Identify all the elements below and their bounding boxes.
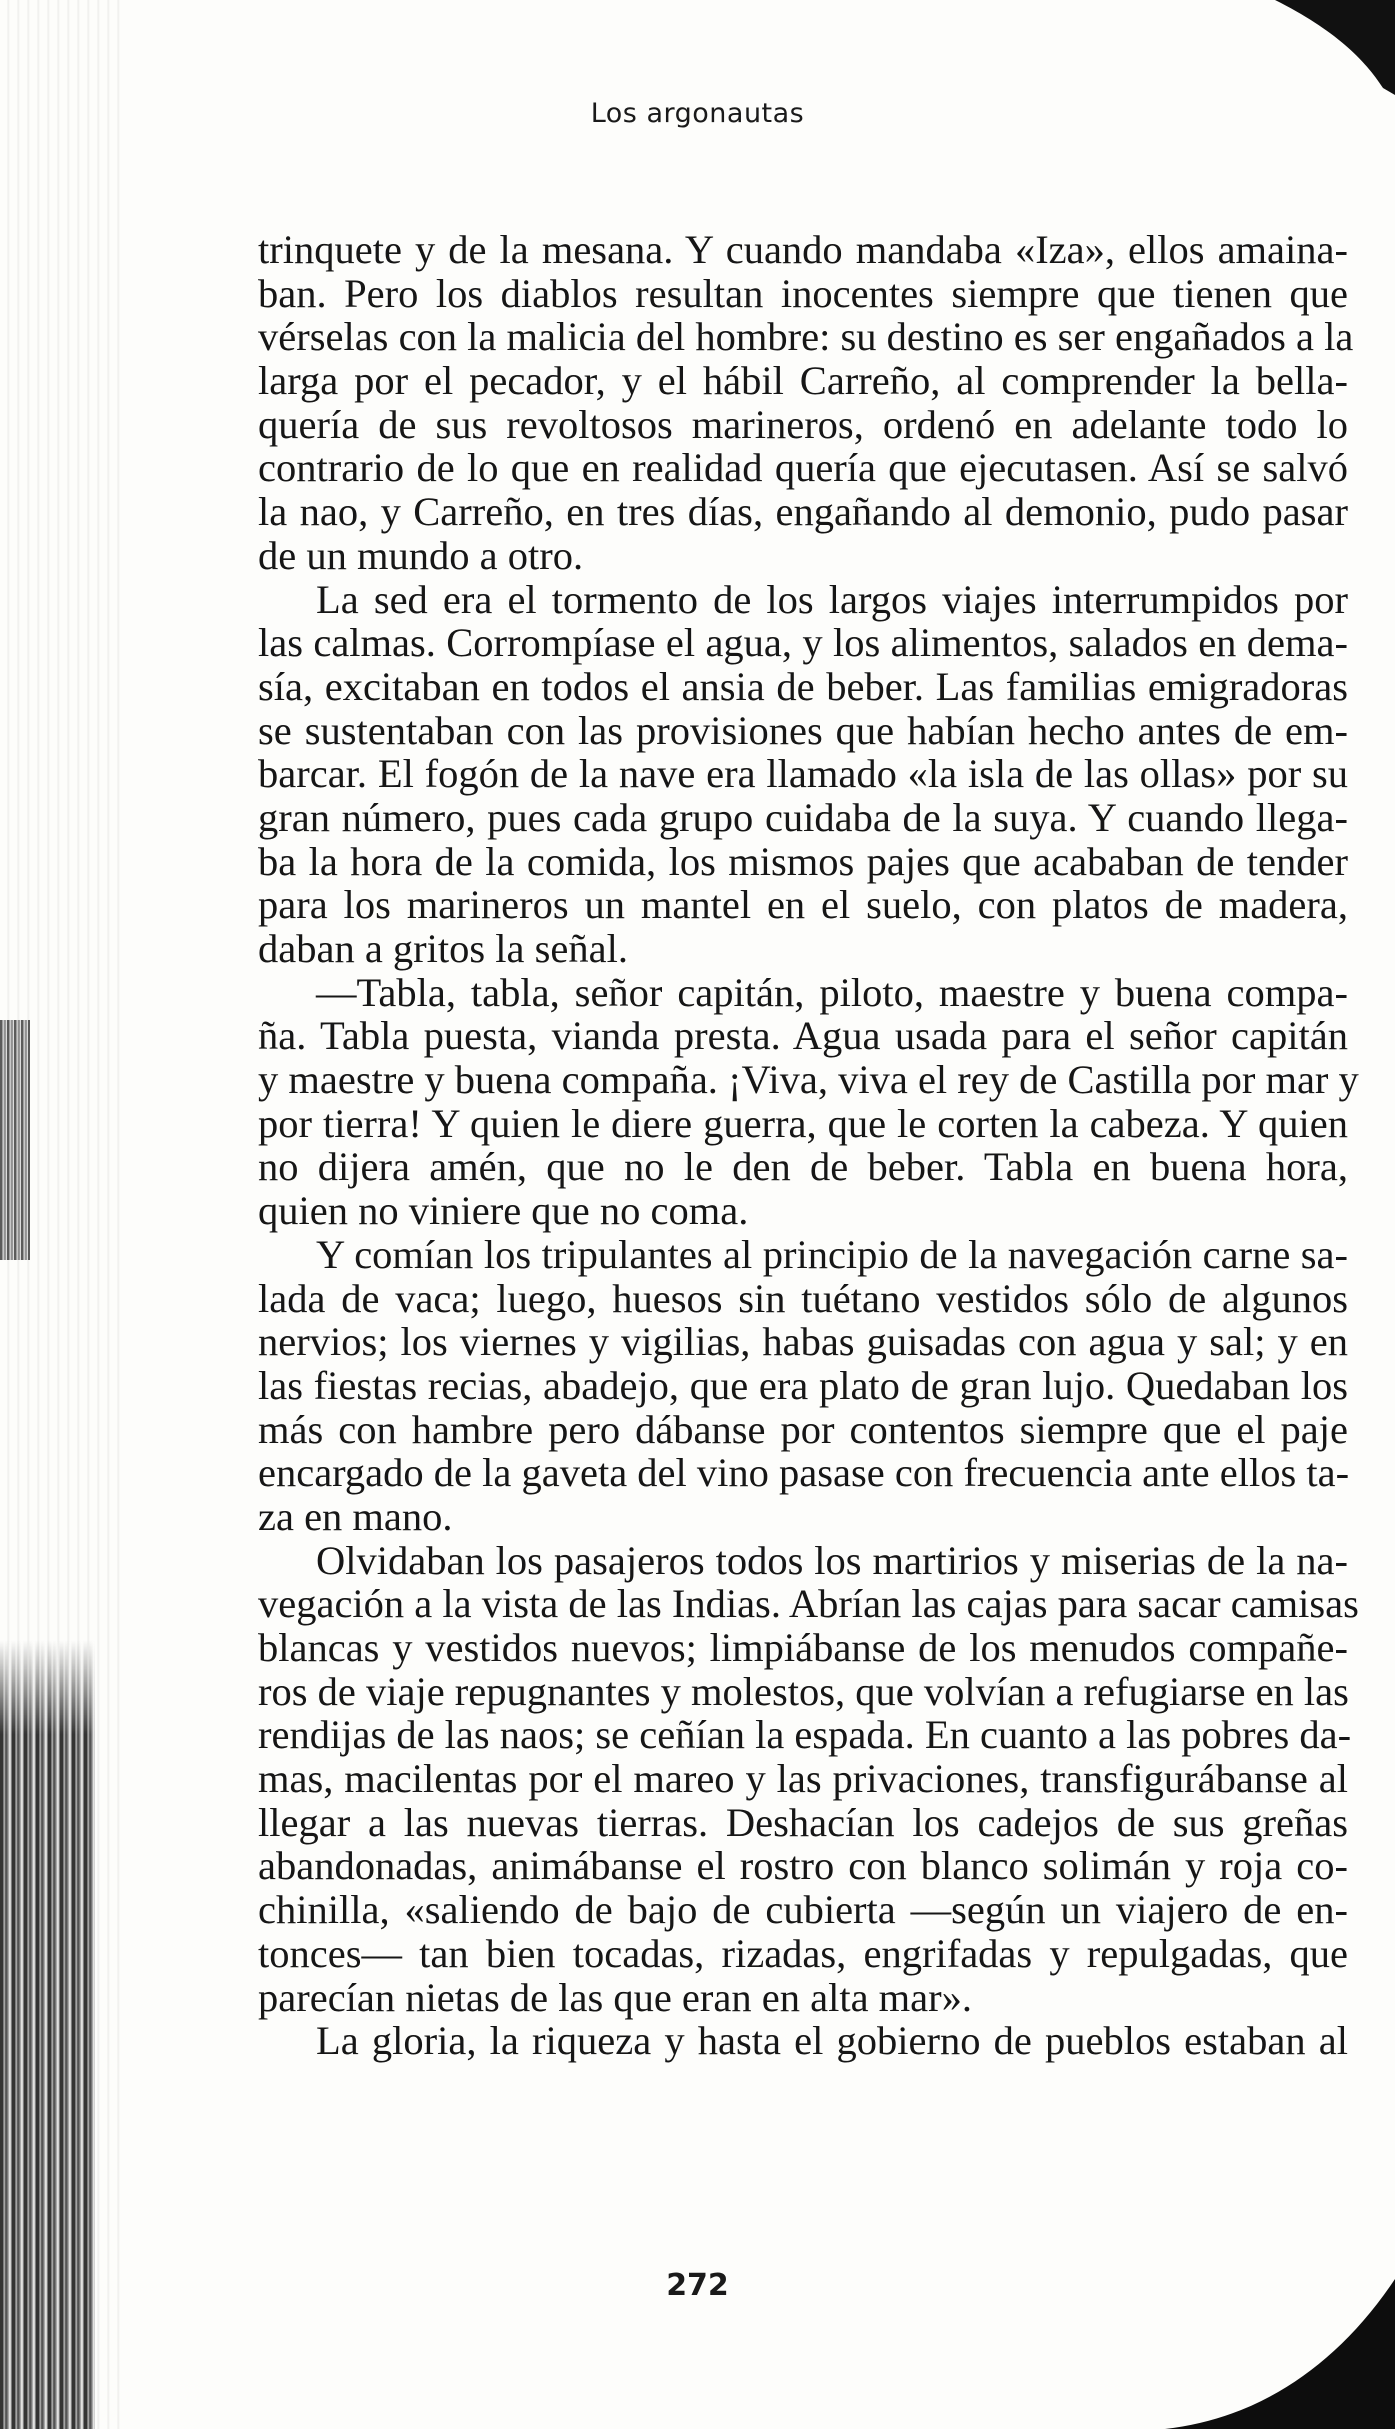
text-line: La sed era el tormento de los largos viajes interrumpidos por xyxy=(316,576,1348,622)
text-line: La gloria, la riqueza y hasta el gobierno de pueblos estaban al xyxy=(316,2018,1348,2064)
text-line: ban. Pero los diablos resultan inocentes siempre que tienen que xyxy=(258,270,1348,316)
text-line: encargado de la gaveta del vino pasase con frecuencia ante ellos ta- xyxy=(258,1450,1350,1496)
text-line: larga por el pecador, y el hábil Carreño, al comprender la bella- xyxy=(258,358,1348,404)
body-text xyxy=(258,227,1359,2064)
text-line: ros de viaje repugnantes y molestos, que volvían a refugiarse en las xyxy=(258,1668,1349,1714)
text-line: por tierra! Y quien le diere guerra, que le corten la cabeza. Y quien xyxy=(258,1100,1348,1146)
text-line: lada de vaca; luego, huesos sin tuétano vestidos sólo de algunos xyxy=(258,1275,1348,1321)
text-line: parecían nietas de las que eran en alta mar». xyxy=(258,1974,973,2020)
text-line: barcar. El fogón de la nave era llamado «la isla de las ollas» por su xyxy=(258,751,1348,797)
text-line: quien no viniere que no coma. xyxy=(258,1188,749,1234)
text-line: ba la hora de la comida, los mismos pajes que acababan de tender xyxy=(258,838,1348,884)
text-line: las fiestas recias, abadejo, que era plato de gran lujo. Quedaban los xyxy=(258,1362,1348,1408)
text-line: las calmas. Corrompíase el agua, y los alimentos, salados en dema- xyxy=(258,620,1348,666)
text-line: tonces— tan bien tocadas, rizadas, engrifadas y repulgadas, que xyxy=(258,1930,1348,1976)
scan-edge-artifact xyxy=(0,1020,30,1260)
text-line: contrario de lo que en realidad quería que ejecutasen. Así se salvó xyxy=(258,445,1348,491)
text-line: y maestre y buena compaña. ¡Viva, viva el rey de Castilla por mar y xyxy=(258,1057,1359,1103)
text-line: de un mundo a otro. xyxy=(258,532,584,578)
text-line: la nao, y Carreño, en tres días, engañando al demonio, pudo pasar xyxy=(258,489,1348,535)
text-line: blancas y vestidos nuevos; limpiábanse de los menudos compañe- xyxy=(258,1625,1348,1670)
text-line: daban a gritos la señal. xyxy=(258,926,628,971)
text-line: sía, excitaban en todos el ansia de beber. Las familias emigradoras xyxy=(258,663,1348,709)
text-line: más con hambre pero dábanse por contentos siempre que el paje xyxy=(258,1406,1348,1452)
text-line: trinquete y de la mesana. Y cuando mandaba «Iza», ellos amaina- xyxy=(258,227,1348,272)
text-line: za en mano. xyxy=(258,1493,453,1539)
text-line: se sustentaban con las provisiones que habían hecho antes de em- xyxy=(258,707,1348,753)
text-line: vérselas con la malicia del hombre: su destino es ser engañados a la xyxy=(258,314,1354,360)
text-line: —Tabla, tabla, señor capitán, piloto, maestre y buena compa- xyxy=(316,969,1348,1015)
text-line: abandonadas, animábanse el rostro con blanco solimán y roja co- xyxy=(258,1843,1348,1889)
text-line: llegar a las nuevas tierras. Deshacían los cadejos de sus greñas xyxy=(258,1799,1348,1845)
text-line: nervios; los viernes y vigilias, habas guisadas con agua y sal; y en xyxy=(258,1319,1348,1365)
scan-edge-artifact-lower xyxy=(0,1640,95,2429)
text-line: quería de sus revoltosos marineros, ordenó en adelante todo lo xyxy=(258,401,1348,447)
running-head: Los argonautas xyxy=(590,98,805,129)
page-corner-fold-top xyxy=(1255,0,1395,110)
text-line: gran número, pues cada grupo cuidaba de la suya. Y cuando llega- xyxy=(258,794,1348,840)
text-line: para los marineros un mantel en el suelo, con platos de madera, xyxy=(258,882,1348,928)
text-line: rendijas de las naos; se ceñían la espada. En cuanto a las pobres da- xyxy=(258,1712,1352,1758)
text-line: chinilla, «saliendo de bajo de cubierta —según un viajero de en- xyxy=(258,1887,1348,1933)
text-line: vegación a la vista de las Indias. Abrían las cajas para sacar camisas xyxy=(258,1581,1359,1627)
text-line: Y comían los tripulantes al principio de la navegación carne sa- xyxy=(316,1231,1348,1277)
text-line: no dijera amén, que no le den de beber. Tabla en buena hora, xyxy=(258,1144,1348,1190)
text-line: Olvidaban los pasajeros todos los martirios y miserias de la na- xyxy=(316,1537,1348,1583)
text-line: mas, macilentas por el mareo y las privaciones, transfigurábanse al xyxy=(258,1756,1348,1802)
page-number: 272 xyxy=(666,2268,729,2303)
text-line: ña. Tabla puesta, vianda presta. Agua usada para el señor capitán xyxy=(258,1013,1348,1059)
